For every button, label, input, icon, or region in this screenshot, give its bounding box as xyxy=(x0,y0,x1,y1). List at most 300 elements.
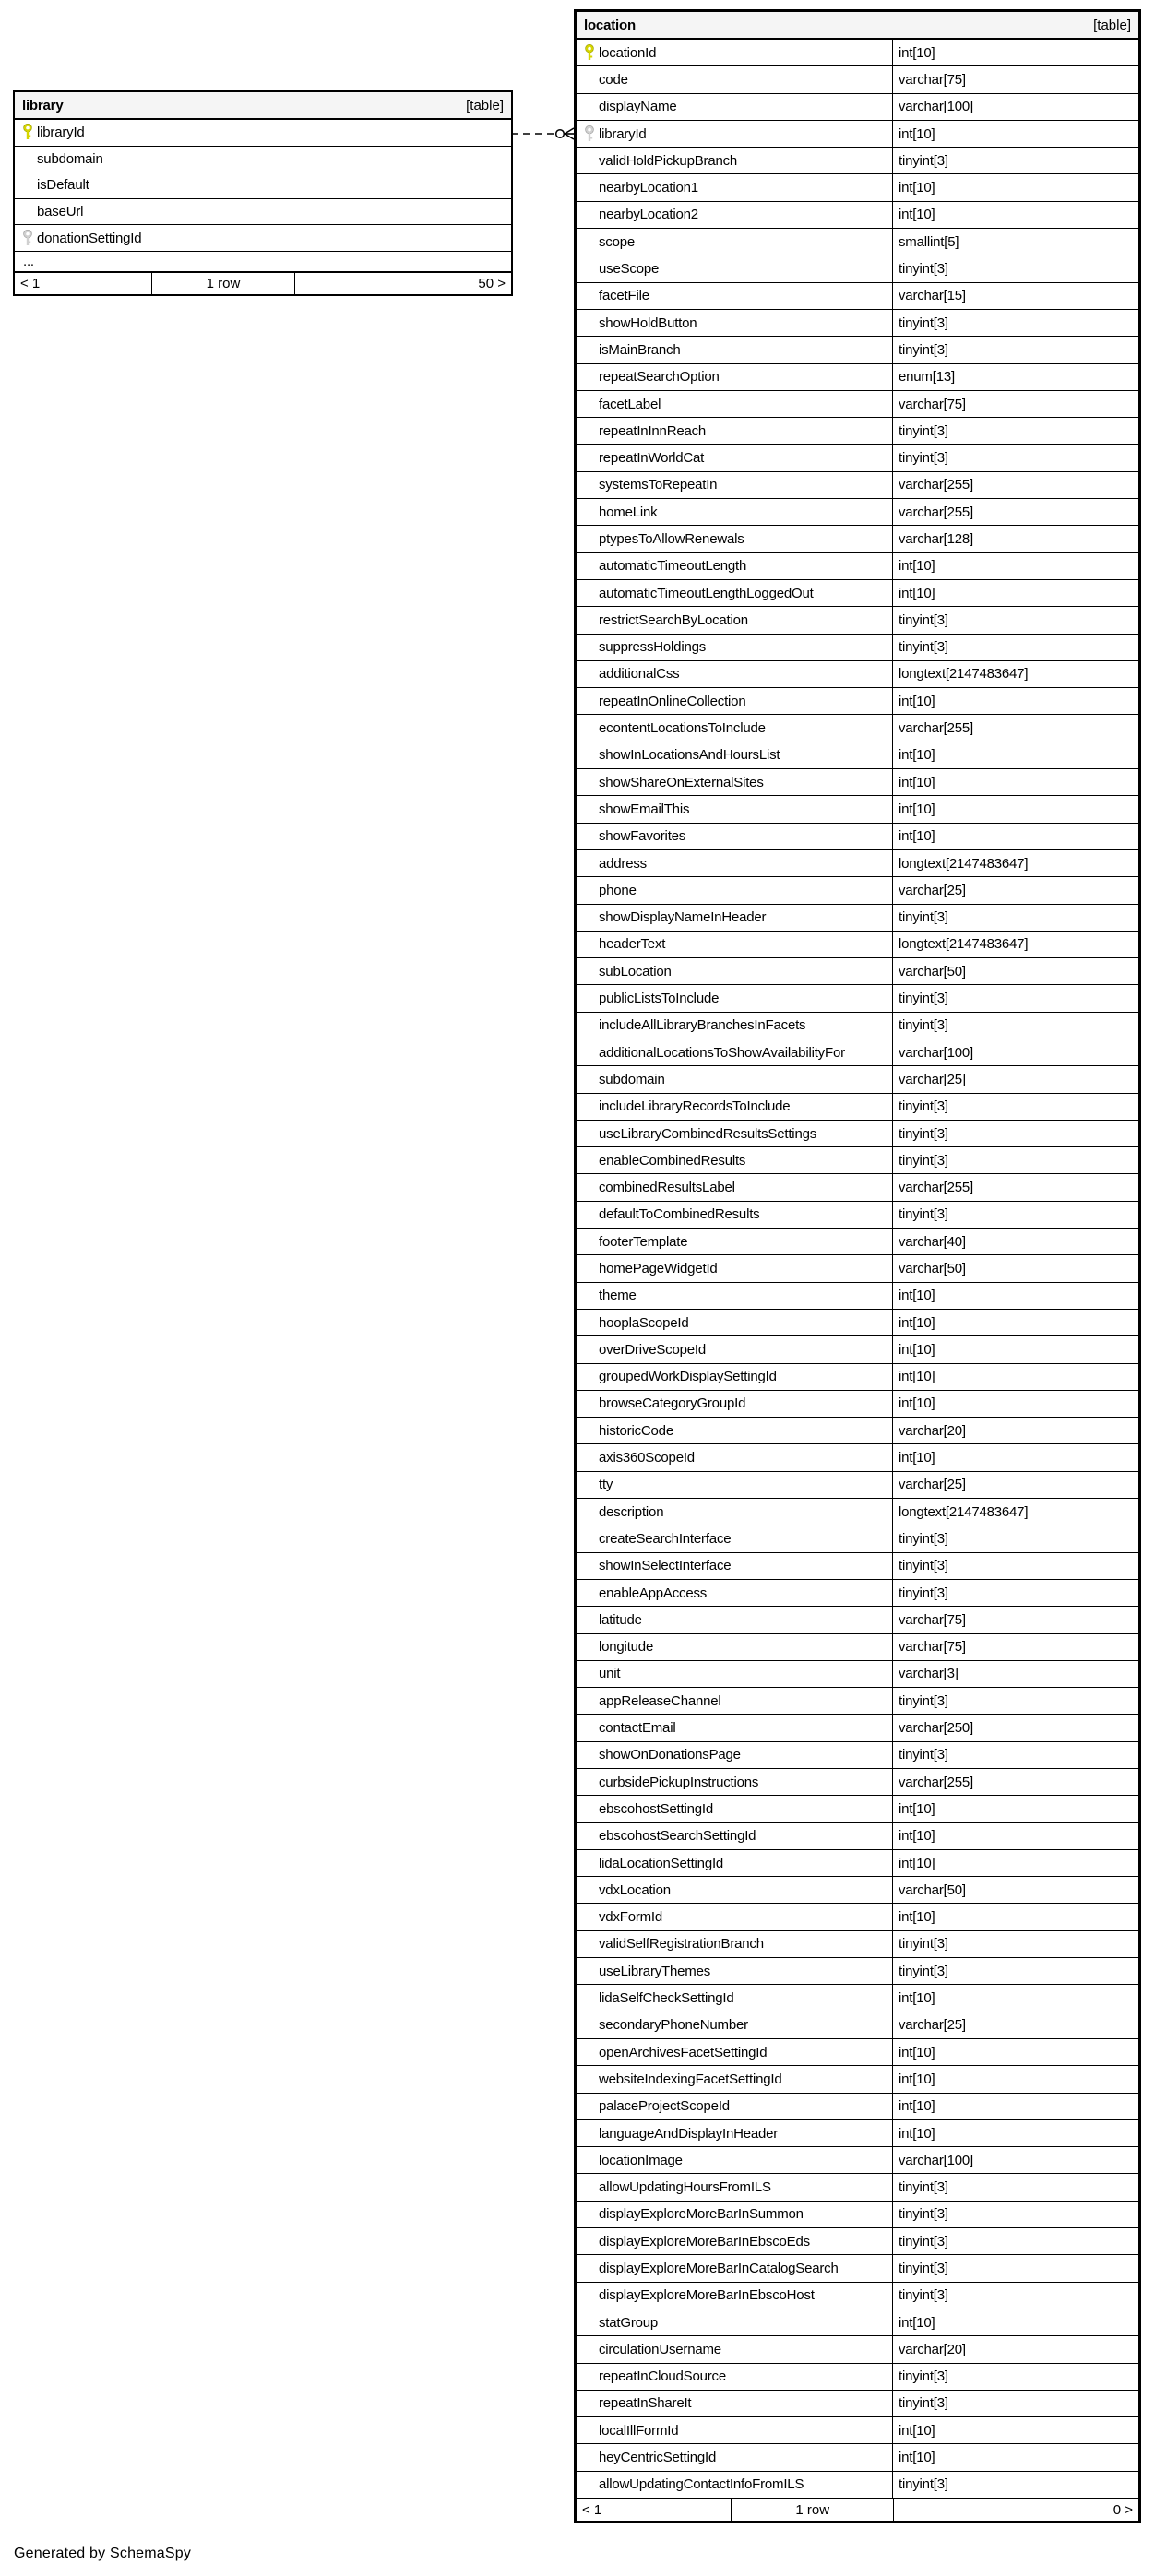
column-name-cell xyxy=(577,1255,892,1281)
column-row-axis360ScopeId xyxy=(577,1443,1138,1470)
column-name: includeAllLibraryBranchesInFacets xyxy=(599,1017,806,1034)
column-name-cell xyxy=(577,202,892,228)
column-row-address xyxy=(577,849,1138,876)
column-name-cell xyxy=(577,229,892,255)
column-name-cell xyxy=(577,1796,892,1822)
relationship-line-libraryId xyxy=(511,125,574,142)
column-rows-library xyxy=(15,120,511,271)
column-name-cell xyxy=(577,1336,892,1362)
more-columns-ellipsis-row xyxy=(15,251,511,271)
column-row-headerText xyxy=(577,931,1138,957)
column-row-includeAllLibraryBranchesInFacets xyxy=(577,1012,1138,1039)
column-name: palaceProjectScopeId xyxy=(599,2098,730,2115)
column-type: enum[13] xyxy=(892,364,1138,390)
column-rows-location xyxy=(577,40,1138,2498)
column-type: varchar[75] xyxy=(892,1607,1138,1632)
column-row-ptypesToAllowRenewals xyxy=(577,525,1138,552)
column-name-cell xyxy=(15,172,511,198)
column-row-additionalCss xyxy=(577,660,1138,687)
column-name-cell xyxy=(577,580,892,606)
column-name: systemsToRepeatIn xyxy=(599,477,718,493)
column-name-cell xyxy=(577,418,892,444)
column-type: tinyint[3] xyxy=(892,2472,1138,2498)
column-row-heyCentricSettingId xyxy=(577,2443,1138,2470)
column-type: int[10] xyxy=(892,688,1138,714)
column-row-combinedResultsLabel xyxy=(577,1173,1138,1200)
column-name-cell xyxy=(577,1688,892,1714)
column-type: tinyint[3] xyxy=(892,337,1138,362)
schemaspy-credit-label: Generated by SchemaSpy xyxy=(14,2546,192,2561)
column-type: varchar[20] xyxy=(892,2336,1138,2362)
column-name-cell xyxy=(577,877,892,903)
column-row-additionalLocationsToShowAvailabilityFor xyxy=(577,1039,1138,1065)
column-type: int[10] xyxy=(892,121,1138,147)
column-name: useLibraryCombinedResultsSettings xyxy=(599,1125,817,1142)
column-name: enableCombinedResults xyxy=(599,1152,746,1169)
column-name-cell xyxy=(577,553,892,579)
column-name-cell xyxy=(577,607,892,633)
column-name-cell xyxy=(577,1553,892,1579)
column-row-localIllFormId xyxy=(577,2416,1138,2443)
column-name-cell xyxy=(577,255,892,281)
column-type: varchar[100] xyxy=(892,2147,1138,2173)
column-row-systemsToRepeatIn xyxy=(577,471,1138,498)
column-type: tinyint[3] xyxy=(892,2228,1138,2254)
column-type: longtext[2147483647] xyxy=(892,850,1138,876)
column-row-showEmailThis xyxy=(577,795,1138,822)
column-type: int[10] xyxy=(892,1336,1138,1362)
column-name-cell xyxy=(577,1525,892,1551)
column-row-restrictSearchByLocation xyxy=(577,606,1138,633)
column-name-cell xyxy=(15,147,511,172)
column-row-vdxFormId xyxy=(577,1903,1138,1929)
column-type: int[10] xyxy=(892,580,1138,606)
column-name: localIllFormId xyxy=(599,2422,679,2439)
column-name-cell xyxy=(577,2094,892,2119)
column-name: scope xyxy=(599,233,636,250)
column-type: int[10] xyxy=(892,1391,1138,1417)
column-row-displayName xyxy=(577,93,1138,120)
column-type: tinyint[3] xyxy=(892,607,1138,633)
column-type: int[10] xyxy=(892,1850,1138,1876)
column-row-useScope xyxy=(577,255,1138,281)
column-name: code xyxy=(599,71,628,88)
column-row-includeLibraryRecordsToInclude xyxy=(577,1093,1138,1120)
column-name: repeatInOnlineCollection xyxy=(599,693,746,709)
column-name: locationId xyxy=(599,44,657,61)
column-type: varchar[75] xyxy=(892,66,1138,92)
footer-row-count: 1 row xyxy=(151,273,295,294)
column-name: lidaLocationSettingId xyxy=(599,1855,724,1871)
table-header-library xyxy=(15,92,511,120)
column-row-libraryId xyxy=(577,120,1138,147)
table-title-library[interactable]: library xyxy=(22,97,64,113)
column-name: facetFile xyxy=(599,288,649,304)
column-name-cell xyxy=(577,121,892,147)
column-row-tty xyxy=(577,1471,1138,1498)
column-row-repeatInCloudSource xyxy=(577,2363,1138,2390)
column-name-cell xyxy=(15,120,511,146)
column-type: int[10] xyxy=(892,824,1138,849)
column-name-cell xyxy=(577,40,892,65)
column-row-showHoldButton xyxy=(577,309,1138,336)
column-row-showInSelectInterface xyxy=(577,1552,1138,1579)
column-name-cell xyxy=(15,199,511,225)
column-name: nearbyLocation1 xyxy=(599,180,698,196)
column-type: int[10] xyxy=(892,2039,1138,2065)
column-name-cell xyxy=(577,1202,892,1228)
column-name-cell xyxy=(577,1769,892,1795)
column-name: tty xyxy=(599,1477,613,1493)
column-row-publicListsToInclude xyxy=(577,984,1138,1011)
column-name: displayExploreMoreBarInSummon xyxy=(599,2206,804,2223)
column-type: int[10] xyxy=(892,2120,1138,2146)
column-type: int[10] xyxy=(892,2444,1138,2470)
column-name-cell xyxy=(577,2228,892,2254)
column-name-cell xyxy=(577,985,892,1011)
column-name-cell xyxy=(15,225,511,251)
column-name-cell xyxy=(577,1607,892,1632)
footer-first-page-indicator: < 1 xyxy=(582,2502,602,2519)
column-type: varchar[255] xyxy=(892,1769,1138,1795)
table-node-location[interactable] xyxy=(574,9,1141,2523)
column-name: validHoldPickupBranch xyxy=(599,152,738,169)
column-name: repeatInInnReach xyxy=(599,422,707,439)
column-row-subLocation xyxy=(577,957,1138,984)
column-type: int[10] xyxy=(892,1904,1138,1929)
column-type: tinyint[3] xyxy=(892,1688,1138,1714)
column-row-allowUpdatingHoursFromILS xyxy=(577,2173,1138,2200)
column-name-cell xyxy=(577,1823,892,1849)
column-name-cell xyxy=(577,1013,892,1039)
column-row-unit xyxy=(577,1660,1138,1687)
column-type: int[10] xyxy=(892,202,1138,228)
column-type: int[10] xyxy=(892,174,1138,200)
column-type: int[10] xyxy=(892,2094,1138,2119)
column-row-locationImage xyxy=(577,2146,1138,2173)
column-type: tinyint[3] xyxy=(892,1525,1138,1551)
column-name-cell xyxy=(577,1174,892,1200)
column-row-subdomain xyxy=(577,1065,1138,1092)
column-row-openArchivesFacetSettingId xyxy=(577,2038,1138,2065)
column-row-repeatSearchOption xyxy=(577,363,1138,390)
column-type: tinyint[3] xyxy=(892,905,1138,931)
column-row-theme xyxy=(577,1282,1138,1309)
column-name-cell xyxy=(577,1229,892,1254)
column-type: smallint[5] xyxy=(892,229,1138,255)
column-type: varchar[50] xyxy=(892,1877,1138,1903)
column-name-cell xyxy=(577,1499,892,1525)
table-footer-library xyxy=(15,271,511,294)
column-type: longtext[2147483647] xyxy=(892,932,1138,957)
column-name-cell xyxy=(577,499,892,525)
column-row-longitude xyxy=(577,1633,1138,1660)
column-row-code xyxy=(577,65,1138,92)
column-row-appReleaseChannel xyxy=(577,1687,1138,1714)
column-name-cell xyxy=(577,1121,892,1146)
column-name-cell xyxy=(577,2472,892,2498)
column-name-cell xyxy=(577,742,892,768)
column-row-showFavorites xyxy=(577,823,1138,849)
column-name-cell xyxy=(577,391,892,417)
column-name-cell xyxy=(15,252,511,271)
column-row-displayExploreMoreBarInCatalogSearch xyxy=(577,2254,1138,2281)
column-name-cell xyxy=(577,715,892,741)
column-name: ... xyxy=(23,253,34,269)
column-name: subdomain xyxy=(599,1071,665,1087)
column-name: appReleaseChannel xyxy=(599,1692,721,1709)
column-type: varchar[25] xyxy=(892,1066,1138,1092)
column-name: showOnDonationsPage xyxy=(599,1747,741,1763)
column-name: hooplaScopeId xyxy=(599,1314,689,1331)
column-row-showInLocationsAndHoursList xyxy=(577,742,1138,768)
column-row-showOnDonationsPage xyxy=(577,1741,1138,1768)
column-type: varchar[100] xyxy=(892,1039,1138,1065)
column-type: tinyint[3] xyxy=(892,2174,1138,2200)
column-type: varchar[50] xyxy=(892,958,1138,984)
column-name-cell xyxy=(577,283,892,309)
column-row-lidaSelfCheckSettingId xyxy=(577,1984,1138,2011)
column-type: varchar[15] xyxy=(892,283,1138,309)
column-type: varchar[75] xyxy=(892,1634,1138,1660)
table-footer-location xyxy=(577,2498,1138,2521)
column-type: tinyint[3] xyxy=(892,1094,1138,1120)
column-row-econtentLocationsToInclude xyxy=(577,714,1138,741)
column-name: phone xyxy=(599,882,637,898)
column-row-createSearchInterface xyxy=(577,1525,1138,1551)
column-type: tinyint[3] xyxy=(892,1931,1138,1957)
column-row-automaticTimeoutLength xyxy=(577,552,1138,579)
column-row-displayExploreMoreBarInEbscoHost xyxy=(577,2282,1138,2309)
column-name: circulationUsername xyxy=(599,2341,721,2357)
column-name-cell xyxy=(577,1580,892,1606)
column-type: tinyint[3] xyxy=(892,2255,1138,2281)
column-name: longitude xyxy=(599,1639,654,1656)
column-row-overDriveScopeId xyxy=(577,1335,1138,1362)
column-type: tinyint[3] xyxy=(892,1121,1138,1146)
column-type: tinyint[3] xyxy=(892,1013,1138,1039)
column-type: int[10] xyxy=(892,1985,1138,2011)
column-name: subdomain xyxy=(37,150,103,167)
column-name-cell xyxy=(577,2283,892,2309)
column-name: createSearchInterface xyxy=(599,1530,732,1547)
column-row-facetLabel xyxy=(577,390,1138,417)
column-name-cell xyxy=(577,1094,892,1120)
column-row-description xyxy=(577,1498,1138,1525)
column-name: heyCentricSettingId xyxy=(599,2450,717,2466)
column-name-cell xyxy=(577,2120,892,2146)
column-type: longtext[2147483647] xyxy=(892,1499,1138,1525)
column-type: int[10] xyxy=(892,2417,1138,2443)
column-name: donationSettingId xyxy=(37,230,142,246)
column-name: contactEmail xyxy=(599,1720,676,1737)
column-type: tinyint[3] xyxy=(892,635,1138,660)
column-type: int[10] xyxy=(892,1823,1138,1849)
zero-or-one-marker xyxy=(556,130,565,138)
column-name: allowUpdatingHoursFromILS xyxy=(599,2179,771,2196)
column-type: varchar[255] xyxy=(892,499,1138,525)
column-type: tinyint[3] xyxy=(892,1958,1138,1984)
column-name: subLocation xyxy=(599,963,672,979)
column-type: varchar[100] xyxy=(892,94,1138,120)
table-node-library[interactable] xyxy=(13,90,513,296)
column-name: libraryId xyxy=(599,125,647,142)
column-name-cell xyxy=(577,1066,892,1092)
column-name-cell xyxy=(577,850,892,876)
column-row-suppressHoldings xyxy=(577,634,1138,660)
column-name: restrictSearchByLocation xyxy=(599,611,748,628)
column-row-historicCode xyxy=(577,1417,1138,1443)
column-name-cell xyxy=(577,472,892,498)
column-name: displayName xyxy=(599,99,677,115)
column-name: repeatInShareIt xyxy=(599,2395,692,2412)
column-type: varchar[250] xyxy=(892,1715,1138,1740)
column-row-useLibraryCombinedResultsSettings xyxy=(577,1120,1138,1146)
column-name: lidaSelfCheckSettingId xyxy=(599,1990,734,2007)
column-name-cell xyxy=(577,2336,892,2362)
column-type: tinyint[3] xyxy=(892,418,1138,444)
column-name-cell xyxy=(577,2147,892,2173)
column-row-palaceProjectScopeId xyxy=(577,2093,1138,2119)
column-name: ebscohostSettingId xyxy=(599,1800,713,1817)
column-type: varchar[3] xyxy=(892,1661,1138,1687)
column-type: int[10] xyxy=(892,769,1138,795)
column-type: tinyint[3] xyxy=(892,2391,1138,2416)
column-name-cell xyxy=(577,526,892,552)
column-name: additionalCss xyxy=(599,666,680,683)
column-row-showDisplayNameInHeader xyxy=(577,904,1138,931)
column-name: overDriveScopeId xyxy=(599,1341,707,1358)
column-name: vdxFormId xyxy=(599,1909,663,1926)
column-name: repeatInWorldCat xyxy=(599,450,705,467)
column-name-cell xyxy=(577,769,892,795)
column-name: address xyxy=(599,855,647,872)
column-name-cell xyxy=(577,661,892,687)
column-name: useScope xyxy=(599,261,660,278)
column-type: int[10] xyxy=(892,796,1138,822)
column-row-ebscohostSettingId xyxy=(577,1795,1138,1822)
column-type: tinyint[3] xyxy=(892,985,1138,1011)
column-name: curbsidePickupInstructions xyxy=(599,1774,759,1790)
column-name: showInSelectInterface xyxy=(599,1558,732,1574)
column-name: locationImage xyxy=(599,2152,683,2168)
column-name-cell xyxy=(577,1877,892,1903)
column-name: allowUpdatingContactInfoFromILS xyxy=(599,2476,804,2493)
column-name-cell xyxy=(577,1283,892,1309)
column-name: displayExploreMoreBarInEbscoEds xyxy=(599,2233,810,2250)
column-name-cell xyxy=(577,1418,892,1443)
column-row-locationId xyxy=(577,40,1138,65)
column-name-cell xyxy=(577,1147,892,1173)
column-type: tinyint[3] xyxy=(892,1147,1138,1173)
column-type: int[10] xyxy=(892,1283,1138,1309)
column-name-cell xyxy=(577,1661,892,1687)
column-row-statGroup xyxy=(577,2309,1138,2335)
column-name: baseUrl xyxy=(37,204,84,220)
column-type: int[10] xyxy=(892,1310,1138,1335)
column-row-lidaLocationSettingId xyxy=(577,1849,1138,1876)
column-row-nearbyLocation1 xyxy=(577,173,1138,200)
column-name: enableAppAccess xyxy=(599,1585,708,1601)
column-type: varchar[40] xyxy=(892,1229,1138,1254)
column-row-nearbyLocation2 xyxy=(577,201,1138,228)
column-row-repeatInShareIt xyxy=(577,2390,1138,2416)
column-name: displayExploreMoreBarInEbscoHost xyxy=(599,2287,815,2304)
column-name: footerTemplate xyxy=(599,1233,688,1250)
column-type: varchar[20] xyxy=(892,1418,1138,1443)
column-row-repeatInWorldCat xyxy=(577,444,1138,470)
column-row-libraryId xyxy=(15,120,511,146)
column-row-enableAppAccess xyxy=(577,1579,1138,1606)
column-row-circulationUsername xyxy=(577,2335,1138,2362)
column-row-isDefault xyxy=(15,172,511,198)
column-name-cell xyxy=(577,1444,892,1470)
column-name: theme xyxy=(599,1288,637,1304)
column-row-automaticTimeoutLengthLoggedOut xyxy=(577,579,1138,606)
column-name: useLibraryThemes xyxy=(599,1963,711,1979)
table-type-badge: [table] xyxy=(466,97,504,113)
column-type: longtext[2147483647] xyxy=(892,661,1138,687)
column-name: browseCategoryGroupId xyxy=(599,1395,746,1412)
table-title-location[interactable]: location xyxy=(584,17,636,33)
table-header-location xyxy=(577,12,1138,40)
column-name: latitude xyxy=(599,1611,642,1628)
column-row-latitude xyxy=(577,1606,1138,1632)
column-name: openArchivesFacetSettingId xyxy=(599,2044,768,2060)
column-type: varchar[50] xyxy=(892,1255,1138,1281)
footer-column-page-indicator: 50 > xyxy=(478,275,506,291)
column-name: homePageWidgetId xyxy=(599,1261,718,1276)
column-row-useLibraryThemes xyxy=(577,1957,1138,1984)
column-row-allowUpdatingContactInfoFromILS xyxy=(577,2471,1138,2498)
column-type: int[10] xyxy=(892,742,1138,768)
column-type: varchar[128] xyxy=(892,526,1138,552)
column-type: tinyint[3] xyxy=(892,2202,1138,2227)
column-type: int[10] xyxy=(892,1796,1138,1822)
column-type: tinyint[3] xyxy=(892,2283,1138,2309)
column-row-baseUrl xyxy=(15,198,511,225)
column-type: varchar[255] xyxy=(892,472,1138,498)
column-name-cell xyxy=(577,1039,892,1065)
column-name-cell xyxy=(577,445,892,470)
column-name: ptypesToAllowRenewals xyxy=(599,530,744,547)
column-name-cell xyxy=(577,2417,892,2443)
column-row-browseCategoryGroupId xyxy=(577,1390,1138,1417)
column-name-cell xyxy=(577,2255,892,2281)
column-name-cell xyxy=(577,688,892,714)
column-type: tinyint[3] xyxy=(892,310,1138,336)
column-name: ebscohostSearchSettingId xyxy=(599,1828,756,1845)
column-name: includeLibraryRecordsToInclude xyxy=(599,1098,791,1115)
column-type: varchar[25] xyxy=(892,1472,1138,1498)
column-name: defaultToCombinedResults xyxy=(599,1206,760,1223)
column-row-footerTemplate xyxy=(577,1228,1138,1254)
column-name: validSelfRegistrationBranch xyxy=(599,1936,764,1953)
column-name-cell xyxy=(577,2202,892,2227)
column-type: int[10] xyxy=(892,553,1138,579)
column-name: groupedWorkDisplaySettingId xyxy=(599,1369,777,1385)
column-row-validSelfRegistrationBranch xyxy=(577,1930,1138,1957)
column-row-repeatInInnReach xyxy=(577,417,1138,444)
column-name-cell xyxy=(577,2039,892,2065)
column-type: tinyint[3] xyxy=(892,2364,1138,2390)
column-row-isMainBranch xyxy=(577,336,1138,362)
column-name: showInLocationsAndHoursList xyxy=(599,747,780,764)
column-name: vdxLocation xyxy=(599,1882,671,1898)
column-row-validHoldPickupBranch xyxy=(577,147,1138,173)
column-name: statGroup xyxy=(599,2314,659,2331)
column-name-cell xyxy=(577,174,892,200)
